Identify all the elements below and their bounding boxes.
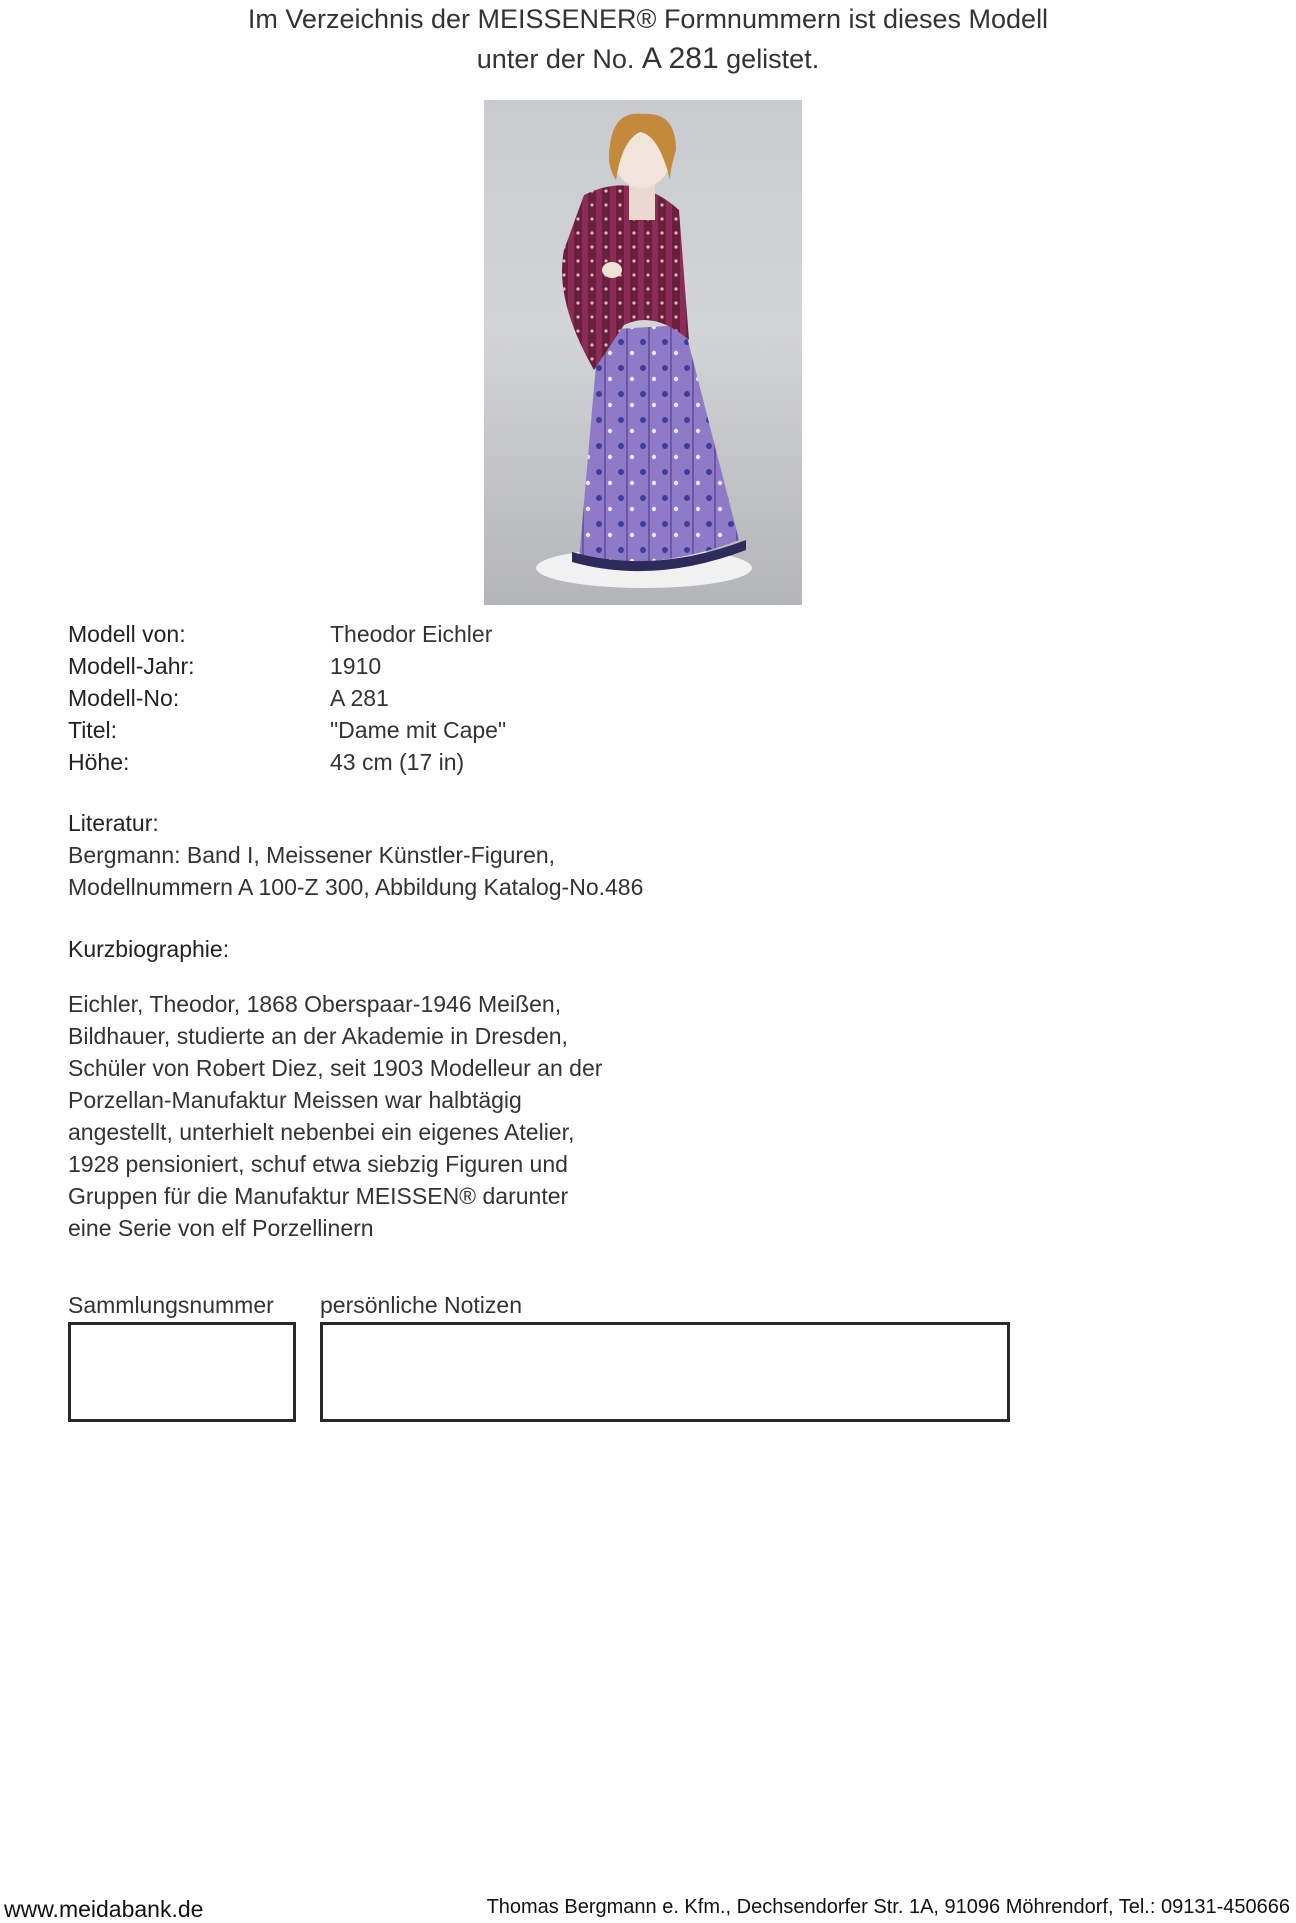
detail-label: Modell-Jahr: <box>68 653 195 679</box>
detail-label: Modell-No: <box>68 685 180 711</box>
detail-row-modell-von <box>68 618 506 650</box>
biography-text <box>68 988 602 1244</box>
figurine-photo <box>484 100 802 605</box>
page-header <box>0 0 1296 79</box>
biography-line: eine Serie von elf Porzellinern <box>68 1215 374 1241</box>
detail-row-modell-jahr <box>68 650 506 682</box>
detail-value: 1910 <box>330 653 382 679</box>
personal-notes-label: persönliche Notizen <box>320 1292 523 1318</box>
model-details <box>68 618 506 778</box>
figurine-illustration <box>484 100 802 605</box>
website-link[interactable]: www.meidabank.de <box>4 1896 204 1922</box>
collection-number-label: Sammlungsnummer <box>68 1292 274 1318</box>
biography-line: 1928 pensioniert, schuf etwa siebzig Figuren und <box>68 1151 568 1177</box>
detail-row-titel <box>68 714 506 746</box>
biography-title: Kurzbiographie: <box>68 936 230 962</box>
biography-line: Schüler von Robert Diez, seit 1903 Modelleur an der <box>68 1055 603 1081</box>
detail-row-hoehe <box>68 746 506 778</box>
detail-value: "Dame mit Cape" <box>330 717 507 743</box>
imprint-text: Thomas Bergmann e. Kfm., Dechsendorfer Str. 1A, 91096 Möhrendorf, Tel.: 09131-450666 <box>486 1896 1290 1918</box>
literature-section <box>68 807 643 903</box>
literature-line: Bergmann: Band I, Meissener Künstler-Figuren, <box>68 842 556 868</box>
header-prefix: unter der No. <box>476 44 635 74</box>
biography-line: angestellt, unterhielt nebenbei ein eigenes Atelier, <box>68 1119 575 1145</box>
detail-value: Theodor Eichler <box>330 621 493 647</box>
collection-number-field[interactable] <box>68 1322 296 1422</box>
header-line-1: Im Verzeichnis der MEISSENER® Formnummern ist dieses Modell <box>247 4 1049 34</box>
biography-line: Gruppen für die Manufaktur MEISSEN® darunter <box>68 1183 569 1209</box>
header-suffix: gelistet. <box>726 44 820 74</box>
header-line-2 <box>0 39 1296 79</box>
detail-label: Titel: <box>68 717 117 743</box>
detail-label: Modell von: <box>68 621 186 647</box>
personal-notes-field[interactable] <box>320 1322 1010 1422</box>
detail-row-modell-no <box>68 682 506 714</box>
biography-line: Bildhauer, studierte an der Akademie in Dresden, <box>68 1023 568 1049</box>
header-model-number: A 281 <box>641 42 719 75</box>
literature-title: Literatur: <box>68 810 159 836</box>
biography-line: Eichler, Theodor, 1868 Oberspaar-1946 Meißen, <box>68 991 562 1017</box>
literature-line: Modellnummern A 100-Z 300, Abbildung Katalog-No.486 <box>68 874 644 900</box>
biography-line: Porzellan-Manufaktur Meissen war halbtägig <box>68 1087 522 1113</box>
detail-value: A 281 <box>330 685 389 711</box>
detail-label: Höhe: <box>68 749 130 775</box>
detail-value: 43 cm (17 in) <box>330 749 465 775</box>
